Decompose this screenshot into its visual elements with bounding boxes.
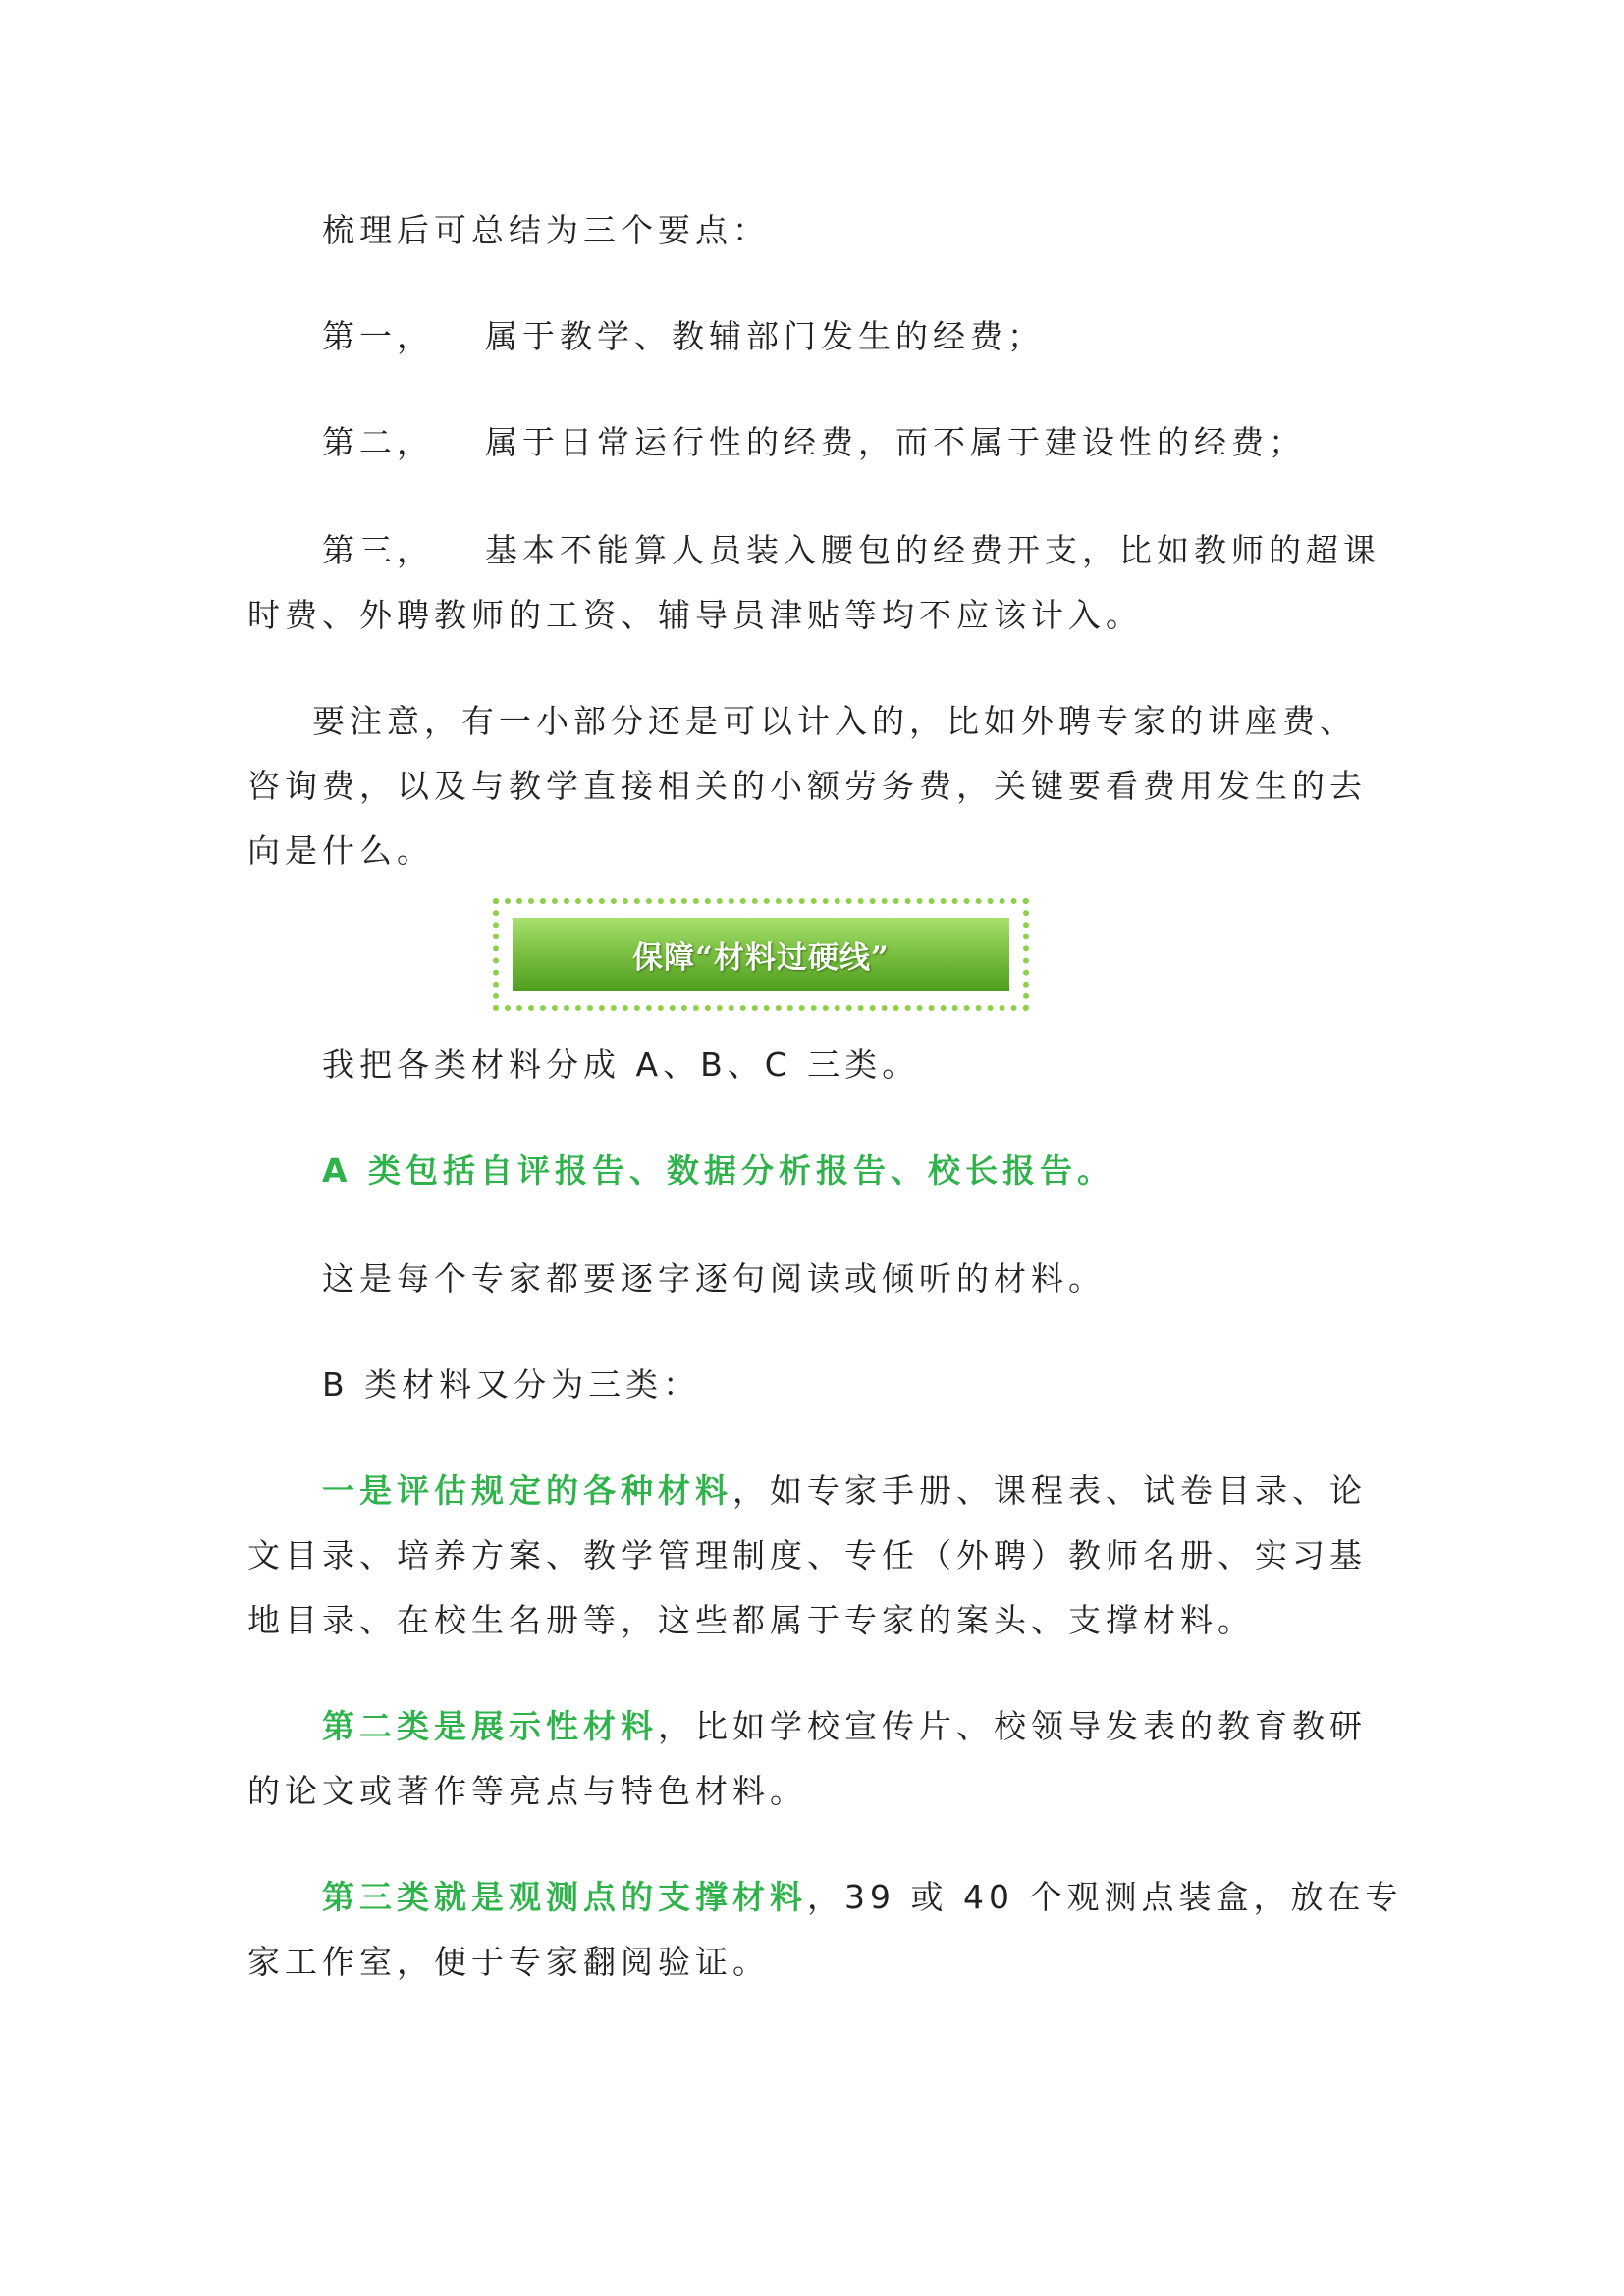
b-type-two-heading: 第二类是展示性材料 <box>322 1707 658 1745</box>
paragraph-point-two <box>322 420 1441 465</box>
point-three-label: 第三， <box>322 531 434 569</box>
paragraph-category-b-intro: B 类材料又分为三类： <box>322 1365 701 1404</box>
point-three-text: 基本不能算人员装入腰包的经费开支，比如教师的超课 <box>485 531 1380 569</box>
paragraph-note-line2: 咨询费，以及与教学直接相关的小额劳务费，关键要看费用发生的去 <box>247 767 1367 805</box>
paragraph-point-three-line2: 时费、外聘教师的工资、辅导员津贴等均不应该计入。 <box>247 596 1143 634</box>
section-banner-title: 保障“材料过硬线” <box>513 918 1009 991</box>
paragraph-b-type-two-line1 <box>322 1704 1441 1749</box>
paragraph-b-type-one-line3: 地目录、在校生名册等，这些都属于专家的案头、支撑材料。 <box>247 1601 1255 1639</box>
b-type-two-text: ，比如学校宣传片、校领导发表的教育教研 <box>658 1707 1367 1745</box>
paragraph-abc-categories: 我把各类材料分成 A、B、C 三类。 <box>322 1045 920 1084</box>
paragraph-category-a-note: 这是每个专家都要逐字逐句阅读或倾听的材料。 <box>322 1259 1106 1298</box>
paragraph-b-type-two-line2: 的论文或著作等亮点与特色材料。 <box>247 1772 807 1810</box>
b-type-one-text: ，如专家手册、课程表、试卷目录、论 <box>732 1471 1367 1510</box>
b-type-one-heading: 一是评估规定的各种材料 <box>322 1471 732 1510</box>
paragraph-b-type-one-line2: 文目录、培养方案、教学管理制度、专任（外聘）教师名册、实习基 <box>247 1536 1367 1575</box>
paragraph-b-type-one-line1 <box>322 1468 1441 1514</box>
paragraph-b-type-three-line2: 家工作室，便于专家翻阅验证。 <box>247 1943 770 1981</box>
paragraph-category-a: A 类包括自评报告、数据分析报告、校长报告。 <box>322 1151 1115 1190</box>
point-one-text: 属于教学、教辅部门发生的经费； <box>485 317 1045 355</box>
paragraph-b-type-three-line1 <box>322 1875 1441 1920</box>
paragraph-note-line1: 要注意，有一小部分还是可以计入的，比如外聘专家的讲座费、 <box>312 702 1357 740</box>
section-banner-frame <box>493 898 1029 1011</box>
b-type-three-heading: 第三类就是观测点的支撑材料 <box>322 1878 807 1916</box>
point-two-text: 属于日常运行性的经费，而不属于建设性的经费； <box>485 423 1306 461</box>
b-type-three-text: ，39 或 40 个观测点装盒，放在专 <box>807 1878 1403 1916</box>
point-one-label: 第一， <box>322 317 434 355</box>
paragraph-summary-intro: 梳理后可总结为三个要点： <box>322 211 770 249</box>
paragraph-note-line3: 向是什么。 <box>247 831 434 870</box>
point-two-label: 第二， <box>322 423 434 461</box>
paragraph-point-one <box>322 314 1441 359</box>
paragraph-point-three-line1 <box>322 528 1441 573</box>
